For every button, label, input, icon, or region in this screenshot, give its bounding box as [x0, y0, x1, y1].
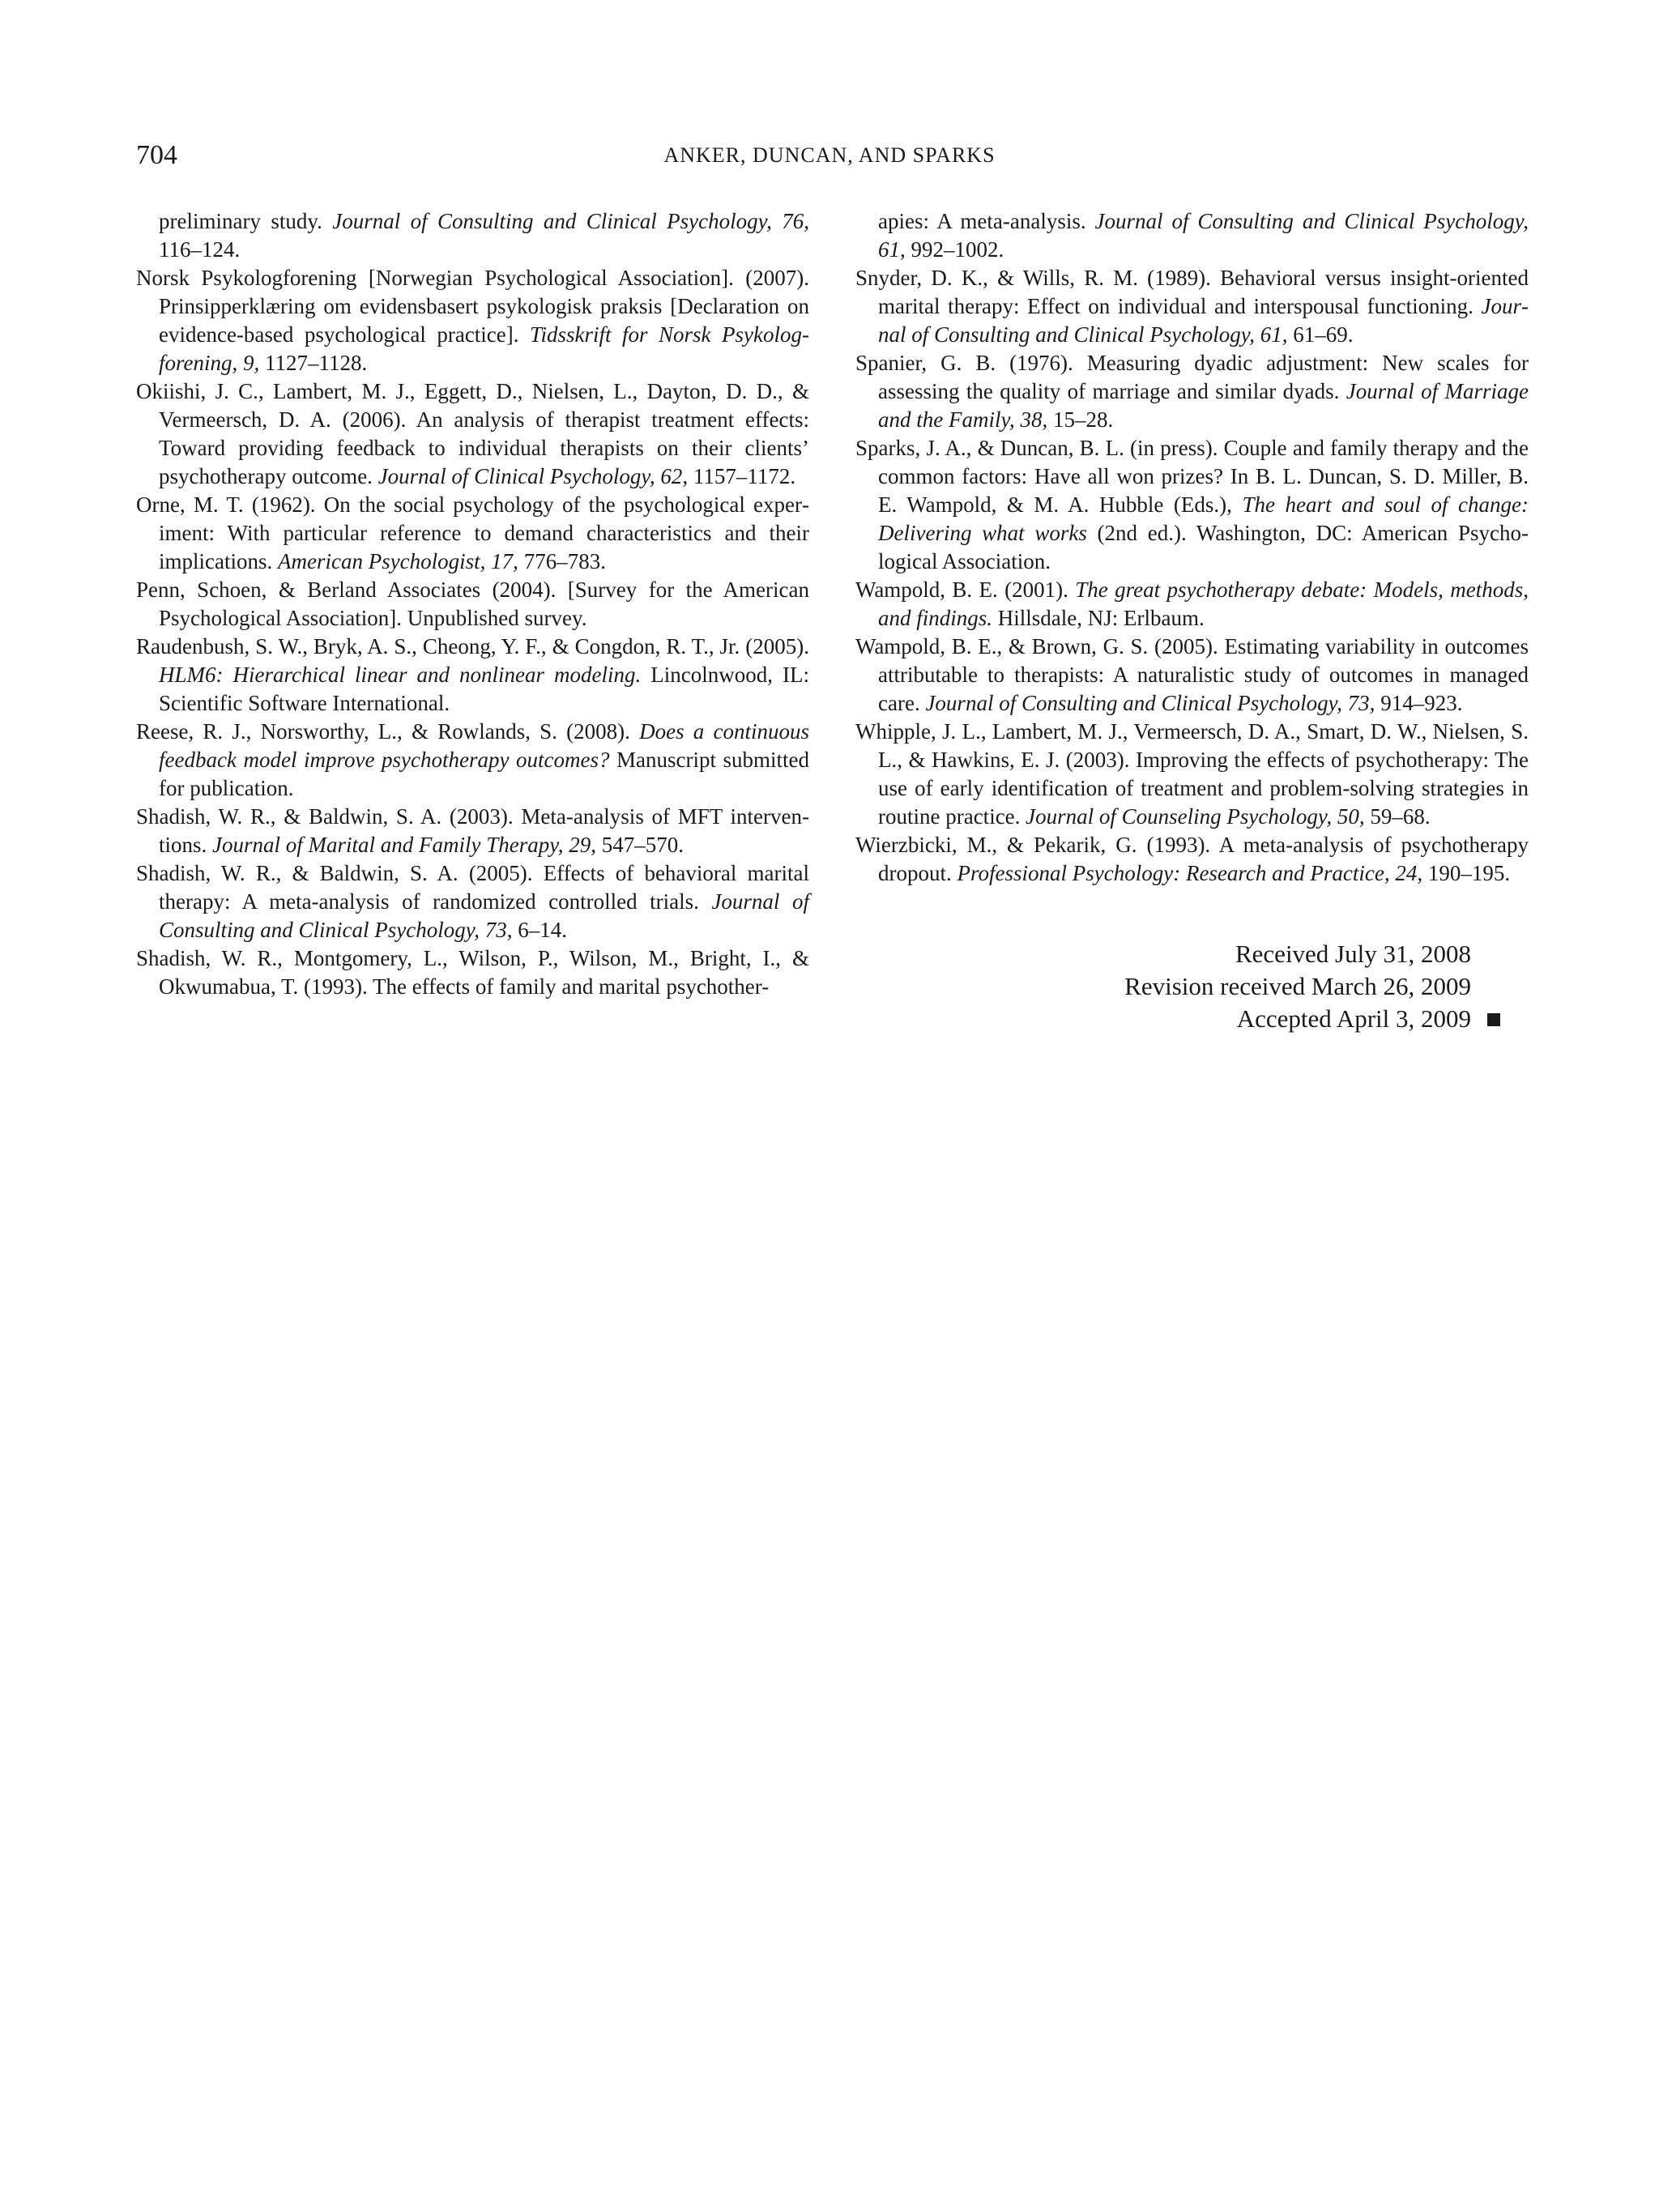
reference-entry: Penn, Schoen, & Berland Associates (2004). [Survey for the American Psychological Association]. Unpublished survey. [136, 578, 809, 630]
reference-entry: Orne, M. T. (1962). On the social psychology of the psychological experiment: With particular reference to demand characteristics and their implications. American Psychologist, 17, 776–783. [136, 492, 809, 573]
reference-entry: Wampold, B. E., & Brown, G. S. (2005). Estimating variability in outcomes attributable to therapists: A naturalistic study of outcomes in managed care. Journal of Consulting and Clinical Psychology, 73, 914–923. [855, 634, 1529, 715]
end-of-article-square-icon [1487, 1013, 1500, 1026]
page-number: 704 [136, 140, 177, 170]
reference-entry: apies: A meta-analysis. Journal of Consulting and Clinical Psychology, 61, 992–1002. [878, 209, 1529, 262]
reference-column-left [136, 207, 809, 1001]
revision-date: Revision received March 26, 2009 [1124, 972, 1471, 1000]
accepted-date: Accepted April 3, 2009 [1124, 1003, 1500, 1035]
reference-entry: Reese, R. J., Norsworthy, L., & Rowlands, S. (2008). Does a continuous feedback model improve psychotherapy outcomes? Manuscript submitted for publication. [136, 719, 809, 800]
reference-column-right [855, 207, 1529, 888]
received-date: Received July 31, 2008 [1235, 940, 1471, 968]
reference-entry: Shadish, W. R., & Baldwin, S. A. (2003). Meta-analysis of MFT interventions. Journal of Marital and Family Therapy, 29, 547–570. [136, 804, 809, 857]
reference-entry: Sparks, J. A., & Duncan, B. L. (in press). Couple and family therapy and the common factors: Have all won prizes? In B. L. Duncan, S. D. Miller, B. E. Wampold, & M. A. Hubble (Eds.), The heart and soul of change: Delivering what works (2nd ed.). Washington, DC: American Psychological Association. [855, 436, 1529, 573]
article-history [1124, 938, 1500, 1035]
reference-entry: Okiishi, J. C., Lambert, M. J., Eggett, D., Nielsen, L., Dayton, D. D., & Vermeersch, D. A. (2006). An analysis of therapist treatment effects: Toward providing feedback to individual therapists on their clients’ psychotherapy outcome. Journal of Clinical Psychology, 62, 1157–1172. [136, 379, 809, 488]
reference-entry: Spanier, G. B. (1976). Measuring dyadic adjustment: New scales for assessing the quality of marriage and similar dyads. Journal of Marriage and the Family, 38, 15–28. [855, 351, 1529, 432]
reference-entry: Snyder, D. K., & Wills, R. M. (1989). Behavioral versus insight-oriented marital therapy: Effect on individual and interspousal functioning. Journal of Consulting and Clinical Psychology, 61, 61–69. [855, 266, 1529, 347]
reference-entry: Norsk Psykologforening [Norwegian Psychological Association]. (2007). Prinsipperklæring om evidensbasert psykologisk praksis [Declaration on evidence-based psychological practice]. Tidsskrift for Norsk Psykologforening, 9, 1127–1128. [136, 266, 809, 375]
reference-entry: Shadish, W. R., Montgomery, L., Wilson, P., Wilson, M., Bright, I., & Okwumabua, T. (1993). The effects of family and marital psychother- [136, 946, 809, 999]
reference-entry: preliminary study. Journal of Consulting and Clinical Psychology, 76, 116–124. [159, 209, 809, 262]
reference-entry: Wampold, B. E. (2001). The great psychotherapy debate: Models, methods, and findings. Hillsdale, NJ: Erlbaum. [855, 578, 1529, 630]
reference-entry: Raudenbush, S. W., Bryk, A. S., Cheong, Y. F., & Congdon, R. T., Jr. (2005). HLM6: Hierarchical linear and nonlinear modeling. Lincolnwood, IL: Scientific Software International. [136, 634, 809, 715]
reference-entry: Whipple, J. L., Lambert, M. J., Vermeersch, D. A., Smart, D. W., Nielsen, S. L., & Hawkins, E. J. (2003). Improving the effects of psychotherapy: The use of early identification of treatment and problem-solving strategies in routine practice. Journal of Counseling Psychology, 50, 59–68. [855, 719, 1529, 829]
running-head: ANKER, DUNCAN, AND SPARKS [663, 143, 996, 167]
reference-entry: Shadish, W. R., & Baldwin, S. A. (2005). Effects of behavioral marital therapy: A meta-analysis of randomized controlled trials. Journal of Consulting and Clinical Psychology, 73, 6–14. [136, 861, 809, 942]
reference-entry: Wierzbicki, M., & Pekarik, G. (1993). A meta-analysis of psychotherapy dropout. Professional Psychology: Research and Practice, 24, 190–195. [855, 833, 1529, 885]
